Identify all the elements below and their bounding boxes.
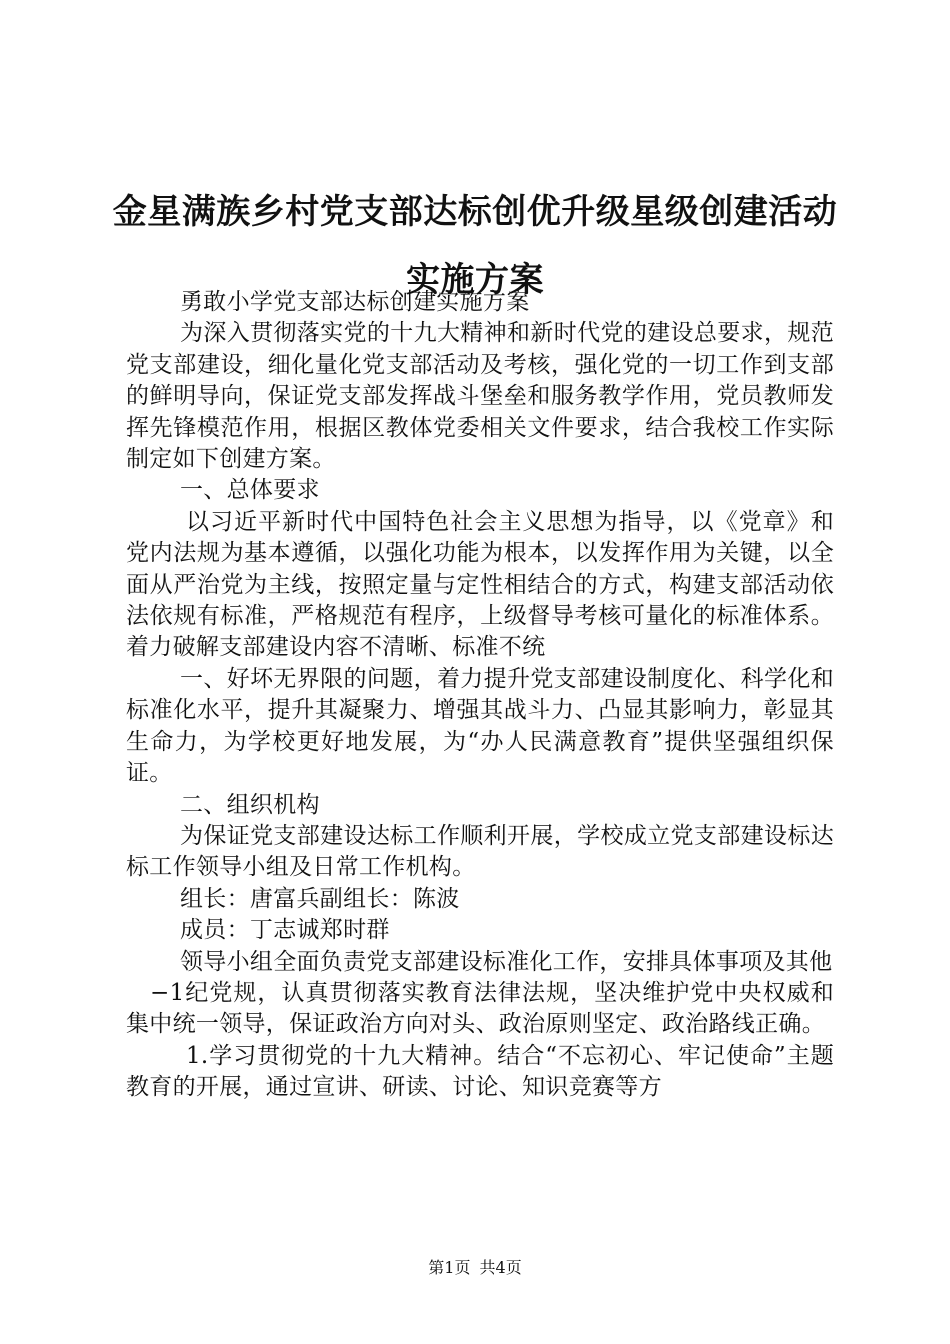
page-number: 第1页 xyxy=(428,1258,471,1277)
paragraph-responsibility: 领导小组全面负责党支部建设标准化工作，安排具体事项及其他 xyxy=(180,948,833,975)
paragraph-discipline: −1纪党规，认真贯彻落实教育法律法规，坚决维护党中央权威和集中统一领导，保证政治方向对头、政治原则坚定、政治路线正确。 xyxy=(126,979,834,1038)
paragraph-study: 1.学习贯彻党的十九大精神。结合“不忘初心、牢记使命”主题教育的开展，通过宣讲、研读、讨论、知识竞赛等方 xyxy=(126,1042,834,1101)
document-body xyxy=(126,287,834,1104)
paragraph-intro: 为深入贯彻落实党的十九大精神和新时代党的建设总要求，规范党支部建设，细化量化党支部活动及考核，强化党的一切工作到支部的鲜明导向，保证党支部发挥战斗堡垒和服务教学作用，党员教师发挥先锋模范作用，根据区教体党委相关文件要求，结合我校工作实际制定如下创建方案。 xyxy=(126,320,834,473)
document-title: 金星满族乡村党支部达标创优升级星级创建活动实施方案 xyxy=(112,192,838,300)
paragraph-general-requirements: 以习近平新时代中国特色社会主义思想为指导，以《党章》和党内法规为基本遵循，以强化功能为根本，以发挥作用为关键，以全面从严治党为主线，按照定量与定性相结合的方式，构建支部活动依法依规有标准，严格规范有程序，上级督导考核可量化的标准体系。着力破解支部建设内容不清晰、标准不统 xyxy=(126,508,834,661)
paragraph-organization: 为保证党支部建设达标工作顺利开展，学校成立党支部建设标达标工作领导小组及日常工作机构。 xyxy=(126,822,834,881)
paragraph-subtitle: 勇敢小学党支部达标创建实施方案 xyxy=(180,289,530,315)
page-footer xyxy=(0,1258,950,1278)
paragraph-leader: 组长：唐富兵副组长：陈波 xyxy=(180,885,460,912)
paragraph-members: 成员：丁志诚郑时群 xyxy=(180,917,390,944)
section-heading-general: 一、总体要求 xyxy=(180,477,320,504)
section-heading-organization: 二、组织机构 xyxy=(180,791,320,818)
page-total: 共4页 xyxy=(479,1258,522,1277)
paragraph-standards: 一、好坏无界限的问题，着力提升党支部建设制度化、科学化和标准化水平，提升其凝聚力、增强其战斗力、凸显其影响力，彰显其生命力，为学校更好地发展，为“办人民满意教育”提供坚强组织保证。 xyxy=(126,665,834,787)
